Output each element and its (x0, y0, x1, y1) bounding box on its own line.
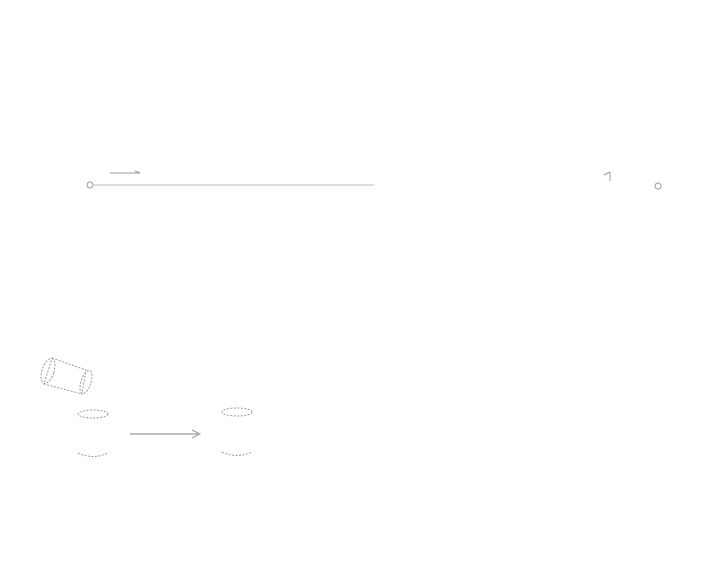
vessel-before (78, 410, 108, 457)
transfer-arrow-icon (130, 430, 200, 438)
direction-arrow-icon (110, 171, 140, 173)
bottom-process (38, 357, 252, 457)
top-process (87, 171, 661, 189)
start-terminal (87, 182, 93, 188)
end-terminal (655, 183, 661, 189)
vessel-after (222, 408, 252, 456)
tick-mark-icon (604, 172, 610, 181)
tilted-container-icon (38, 357, 94, 395)
